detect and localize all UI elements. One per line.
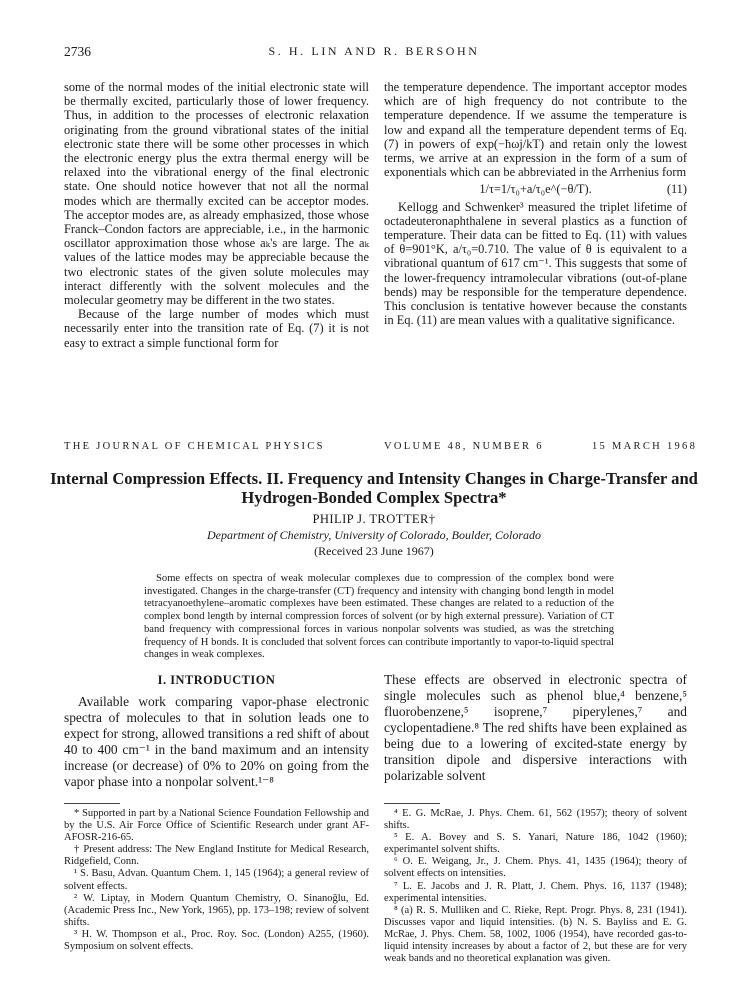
footnote-rule-left	[64, 803, 120, 804]
equation-11	[384, 182, 687, 196]
prev-right-paragraph-1: the temperature dependence. The important acceptor modes which are of high frequency do not contribute to the temperature dependence. If we assume the temperature is low and expand all the temperature dependent terms of Eq. (7) in powers of exp(−ħωj/kT) and retain only the lowest terms, we arrive at an expression in the form of a sum of exponentials which can be abbreviated in the Arrhenius form	[384, 80, 687, 180]
prev-right-column	[384, 80, 687, 327]
prev-left-paragraph-1: some of the normal modes of the initial electronic state will be thermally excited, particularly those of lower frequency. Thus, in addition to the processes of electronic relaxation originating from the ground vibrational states of the initial electronic state there will be some other processes in which the electronic energy plus the extra thermal energy will be relaxed into the vibrational energy of the final electronic state. One should notice however that not all the normal modes which are thermally excited can be acceptor modes. The acceptor modes are, as already emphasized, those whose Franck–Condon factors are appreciable, i.e., in the harmonic oscillator approximation those whose aₖ's are large. The aₖ values of the lattice modes may be appreciable because the two electronic states of the given solute molecules may interact differently with the solvent molecules and the molecular geometry may be different in the two states.	[64, 80, 369, 308]
footnotes-right	[384, 808, 687, 965]
footnote-5: ⁵ E. A. Bovey and S. S. Yanari, Nature 186, 1042 (1960); experimantel solvent shifts.	[384, 832, 687, 856]
footnote-6: ⁶ O. E. Weigang, Jr., J. Chem. Phys. 41, 1435 (1964); theory of solvent effects on intensities.	[384, 856, 687, 880]
abstract: Some effects on spectra of weak molecular complexes due to compression of the complex bond were investigated. Changes in the charge-transfer (CT) frequency and intensity with changing bond length in model tetracyanoethylene–aromatic complexes have been estimated. These changes are related to a reduction of the complex bond length by internal compression forces of solvent (or by high external pressure). Variation of CT band frequency with compressional forces in various nonpolar solvents was studied, as was the stretching frequency of H bonds. It is concluded that solvent forces can contribute importantly to vapor-to-liquid spectral changes in weak complexes.	[144, 573, 614, 661]
footnote-1: ¹ S. Basu, Advan. Quantum Chem. 1, 145 (1964); a general review of solvent effects.	[64, 868, 369, 892]
prev-left-column	[64, 80, 369, 350]
equation-text: 1/τ=1/τ₀+a/τ₀e^(−θ/T).	[479, 182, 592, 197]
prev-left-paragraph-2: Because of the large number of modes which must necessarily enter into the transition rate of Eq. (7) it is not easy to extract a simple functional form for	[64, 307, 369, 350]
page-number: 2736	[64, 44, 91, 59]
footnote-8: ⁸ (a) R. S. Mulliken and C. Rieke, Rept. Progr. Phys. 8, 231 (1941). Discusses vapor and liquid intensities. (b) N. S. Bayliss and E. G. McRae, J. Phys. Chem. 58, 1002, 1006 (1954), have recorded gas-to-liquid intensity increases by about a factor of 2, but these are for very weak bands and no theoretical explanation was given.	[384, 904, 687, 965]
article-author: PHILIP J. TROTTER†	[312, 512, 436, 526]
article-title: Internal Compression Effects. II. Frequency and Intensity Changes in Charge-Transfer and Hydrogen-Bonded Complex Spectra*	[50, 469, 698, 507]
article-affiliation: Department of Chemistry, University of Colorado, Boulder, Colorado	[207, 528, 541, 542]
intro-right-paragraph: These effects are observed in electronic spectra of single molecules such as phenol blue,⁴ benzene,⁵ fluorobenzene,⁵ isoprene,⁷ piperylenes,⁷ and cyclopentadiene.⁸ The red shifts have been explained as being due to a lowering of excited-state energy by transition dipole and dispersive interactions with polarizable solvent	[384, 672, 687, 783]
journal-date: 15 MARCH 1968	[592, 441, 698, 452]
intro-left-column	[64, 672, 369, 790]
footnotes-left	[64, 808, 369, 953]
footnote-7: ⁷ L. E. Jacobs and J. R. Platt, J. Chem. Phys. 16, 1137 (1948); experimental intensities.	[384, 880, 687, 904]
footnote-4: ⁴ E. G. McRae, J. Phys. Chem. 61, 562 (1957); theory of solvent shifts.	[384, 808, 687, 832]
equation-number: (11)	[666, 182, 687, 197]
footnote-dagger: † Present address: The New England Institute for Medical Research, Ridgefield, Conn.	[64, 844, 369, 868]
running-head: S. H. LIN AND R. BERSOHN	[268, 44, 480, 58]
footnote-3: ³ H. W. Thompson et al., Proc. Roy. Soc. (London) A255, (1960). Symposium on solvent effects.	[64, 928, 369, 953]
received-date: (Received 23 June 1967)	[314, 544, 434, 558]
footnote-rule-right	[384, 803, 440, 804]
footnote-2: ² W. Liptay, in Modern Quantum Chemistry, O. Sinanoğlu, Ed. (Academic Press Inc., New York, 1965), pp. 173–198; review of solvent shifts.	[64, 892, 369, 928]
footnote-star: * Supported in part by a National Science Foundation Fellowship and by the U.S. Air Force Office of Scientific Research under grant AF-AFOSR-216-65.	[64, 808, 369, 844]
intro-right-column	[384, 672, 687, 784]
journal-volume: VOLUME 48, NUMBER 6	[384, 441, 544, 452]
journal-name: THE JOURNAL OF CHEMICAL PHYSICS	[64, 441, 325, 452]
section-heading: I. INTRODUCTION	[157, 673, 276, 687]
intro-left-paragraph: Available work comparing vapor-phase electronic spectra of molecules to that in solution leads one to expect for strong, allowed transitions a red shift of about 40 to 400 cm⁻¹ in the band maximum and an intensity increase (or decrease) of 0% to 20% on going from the vapor phase into a nonpolar solvent.¹⁻⁸	[64, 694, 369, 789]
prev-right-paragraph-2: Kellogg and Schwenker³ measured the triplet lifetime of octadeuteronaphthalene in several plastics as a function of temperature. Their data can be fitted to Eq. (11) with values of θ=901°K, a/τ₀=0.710. The value of θ is equivalent to a vibrational quantum of 617 cm⁻¹. This suggests that some of the lower-frequency intramolecular vibrations (out-of-plane bends) may be responsible for the temperature dependence. This conclusion is tentative however because the constants in Eq. (11) are mean values with a qualitative significance.	[384, 199, 687, 328]
